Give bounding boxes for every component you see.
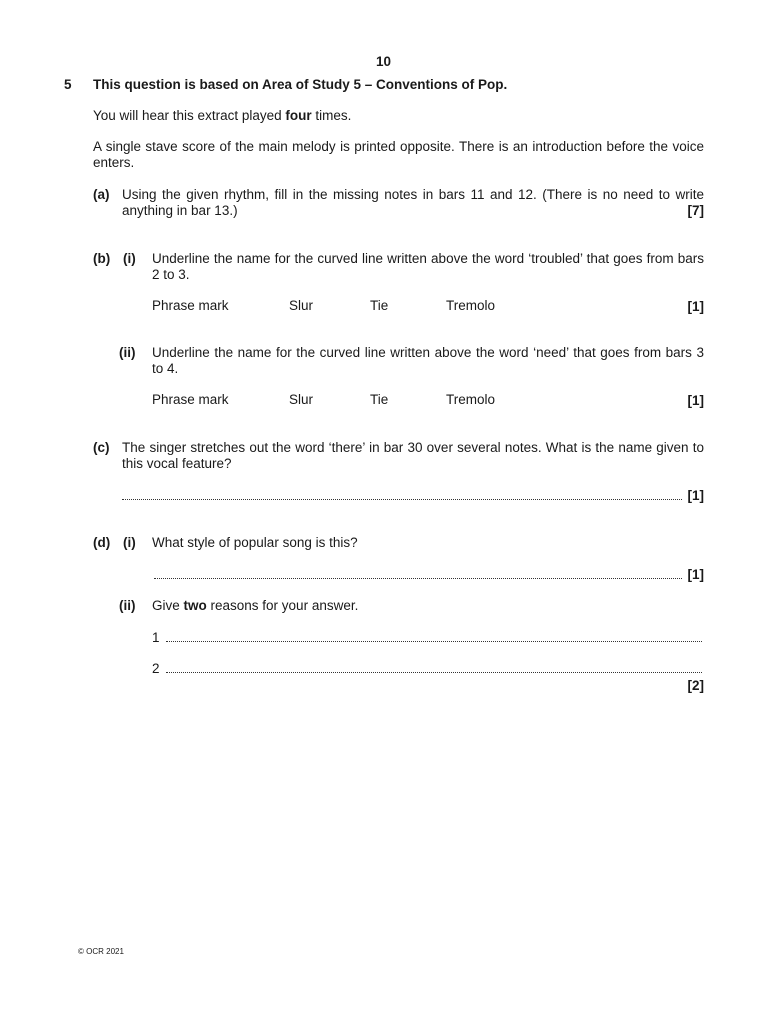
part-a-label: (a) — [93, 187, 110, 202]
part-a-mark: [7] — [687, 203, 704, 218]
part-d-ii-text-start: Give — [152, 598, 184, 613]
intro-line-1 — [93, 108, 351, 123]
part-d-i-label: (i) — [123, 535, 136, 550]
option-tremolo[interactable]: Tremolo — [446, 298, 496, 313]
part-c-label: (c) — [93, 440, 110, 455]
option-phrase-mark[interactable]: Phrase mark — [152, 392, 229, 407]
reason-2-number: 2 — [152, 661, 160, 676]
part-b-ii-mark: [1] — [687, 393, 704, 408]
option-slur[interactable]: Slur — [289, 392, 314, 407]
part-b-i-mark: [1] — [687, 299, 704, 314]
copyright-footer: © OCR 2021 — [78, 947, 124, 956]
part-d-ii-emphasis: two — [183, 598, 207, 613]
part-d-label: (d) — [93, 535, 111, 550]
part-b-ii-text: Underline the name for the curved line written above the word ‘need’ that goes from bars 3 to 4. — [152, 345, 704, 376]
intro-text: times. — [311, 108, 352, 123]
part-b-i-text: Underline the name for the curved line written above the word ‘troubled’ that goes from bars 2 to 3. — [152, 251, 704, 282]
part-b-label: (b) — [93, 251, 111, 266]
part-c-mark: [1] — [687, 488, 704, 503]
reason-2-answer-line[interactable] — [166, 672, 702, 673]
part-d-ii-text — [152, 598, 358, 613]
option-tie[interactable]: Tie — [370, 298, 389, 313]
part-d-ii-text-end: reasons for your answer. — [206, 598, 359, 613]
question-title: This question is based on Area of Study 5 – Conventions of Pop. — [93, 77, 508, 92]
part-d-i-text: What style of popular song is this? — [152, 535, 358, 550]
part-b-i-label: (i) — [123, 251, 136, 266]
reason-1-answer-line[interactable] — [166, 641, 702, 642]
intro-emphasis: four — [285, 108, 312, 123]
part-c-answer-line[interactable] — [122, 499, 682, 500]
option-tremolo[interactable]: Tremolo — [446, 392, 496, 407]
part-b-ii-label: (ii) — [119, 345, 136, 360]
option-slur[interactable]: Slur — [289, 298, 314, 313]
page-number: 10 — [376, 54, 392, 69]
part-c-text: The singer stretches out the word ‘there’ in bar 30 over several notes. What is the name given to this vocal feature? — [122, 440, 704, 471]
intro-text: You will hear this extract played — [93, 108, 286, 123]
option-phrase-mark[interactable]: Phrase mark — [152, 298, 229, 313]
reason-1-number: 1 — [152, 630, 160, 645]
part-a-text: Using the given rhythm, fill in the missing notes in bars 11 and 12. (There is no need to write anything in bar 13.) — [122, 187, 704, 218]
intro-line-2: A single stave score of the main melody is printed opposite. There is an introduction before the voice enters. — [93, 139, 704, 170]
part-d-i-mark: [1] — [687, 567, 704, 582]
question-number: 5 — [64, 77, 72, 92]
part-d-ii-mark: [2] — [687, 678, 704, 693]
part-d-i-answer-line[interactable] — [154, 578, 682, 579]
part-d-ii-label: (ii) — [119, 598, 136, 613]
option-tie[interactable]: Tie — [370, 392, 389, 407]
